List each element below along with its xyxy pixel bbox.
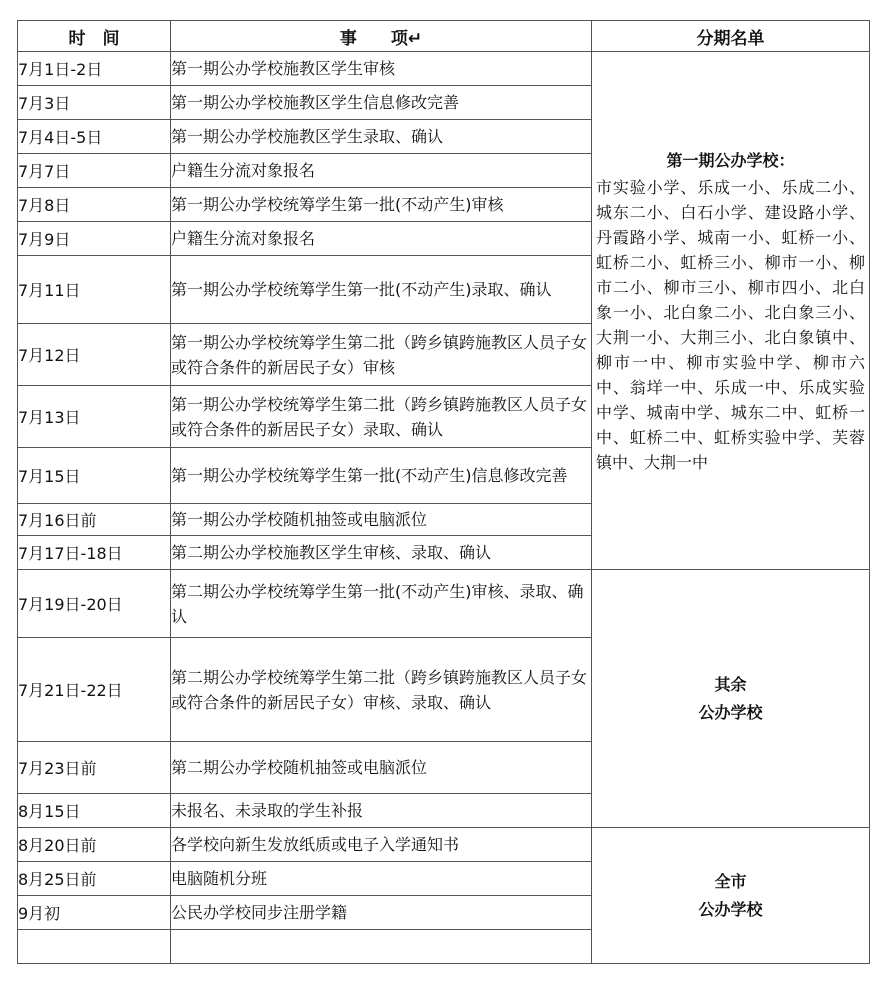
row-item: 第一期公办学校统筹学生第一批(不动产生)信息修改完善	[171, 448, 592, 504]
group-all-line1: 全市	[714, 871, 747, 891]
row-item: 第一期公办学校统筹学生第一批(不动产生)录取、确认	[171, 256, 592, 324]
row-date: 8月15日	[18, 794, 171, 828]
row-date: 7月16日前	[18, 504, 171, 536]
row-item: 第一期公办学校统筹学生第二批（跨乡镇跨施教区人员子女或符合条件的新居民子女）审核	[171, 324, 592, 386]
row-item: 第二期公办学校统筹学生第二批（跨乡镇跨施教区人员子女或符合条件的新居民子女）审核、录取、确认	[171, 638, 592, 742]
group-phase1-title: 第一期公办学校：	[666, 150, 795, 170]
row-date: 8月25日前	[18, 862, 171, 896]
row-item: 户籍生分流对象报名	[171, 222, 592, 256]
row-date: 7月21日-22日	[18, 638, 171, 742]
row-date: 7月1日-2日	[18, 52, 171, 86]
schedule-table	[17, 20, 870, 964]
row-date: 7月15日	[18, 448, 171, 504]
row-item: 电脑随机分班	[171, 862, 592, 896]
row-item: 第一期公办学校统筹学生第一批(不动产生)审核	[171, 188, 592, 222]
row-date: 7月3日	[18, 86, 171, 120]
group-all-line2: 公办学校	[698, 899, 763, 919]
row-date: 7月19日-20日	[18, 570, 171, 638]
header-group: 分期名单	[592, 21, 870, 52]
row-item: 第二期公办学校随机抽签或电脑派位	[171, 742, 592, 794]
row-date: 8月20日前	[18, 828, 171, 862]
row-date: 7月13日	[18, 386, 171, 448]
row-date: 7月4日-5日	[18, 120, 171, 154]
row-item: 第二期公办学校施教区学生审核、录取、确认	[171, 536, 592, 570]
row-date: 7月9日	[18, 222, 171, 256]
row-item: 各学校向新生发放纸质或电子入学通知书	[171, 828, 592, 862]
row-item: 第二期公办学校统筹学生第一批(不动产生)审核、录取、确认	[171, 570, 592, 638]
group-phase2-line2: 公办学校	[698, 702, 763, 722]
table-row	[18, 52, 870, 86]
row-date	[18, 930, 171, 964]
header-row	[18, 21, 870, 52]
header-item: 事 项↵	[171, 21, 592, 52]
row-item: 第一期公办学校施教区学生录取、确认	[171, 120, 592, 154]
row-date: 9月初	[18, 896, 171, 930]
row-item: 第一期公办学校统筹学生第二批（跨乡镇跨施教区人员子女或符合条件的新居民子女）录取、确认	[171, 386, 592, 448]
group-phase2	[592, 570, 870, 828]
row-item: 第一期公办学校随机抽签或电脑派位	[171, 504, 592, 536]
group-phase1	[592, 52, 870, 570]
group-phase2-line1: 其余	[714, 674, 747, 694]
row-date: 7月11日	[18, 256, 171, 324]
row-item: 第一期公办学校施教区学生审核	[171, 52, 592, 86]
group-phase1-schools: 市实验小学、乐成一小、乐成二小、城东二小、白石小学、建设路小学、丹霞路小学、城南一小、虹桥一小、虹桥二小、虹桥三小、柳市一小、柳市二小、柳市三小、柳市四小、北白象一小、北白象二小、北白象三小、大荆一小、大荆三小、北白象镇中、柳市一中、柳市实验中学、柳市六中、翁垟一中、乐成一中、乐成实验中学、城南中学、城东二中、虹桥一中、虹桥二中、虹桥实验中学、芙蓉镇中、大荆一中	[596, 177, 865, 472]
row-date: 7月8日	[18, 188, 171, 222]
row-item: 公民办学校同步注册学籍	[171, 896, 592, 930]
row-item: 户籍生分流对象报名	[171, 154, 592, 188]
row-date: 7月7日	[18, 154, 171, 188]
row-item: 未报名、未录取的学生补报	[171, 794, 592, 828]
row-date: 7月23日前	[18, 742, 171, 794]
header-time: 时 间	[18, 21, 171, 52]
row-date: 7月12日	[18, 324, 171, 386]
row-item: 第一期公办学校施教区学生信息修改完善	[171, 86, 592, 120]
table-row	[18, 828, 870, 862]
row-date: 7月17日-18日	[18, 536, 171, 570]
group-all	[592, 828, 870, 964]
table-row	[18, 570, 870, 638]
row-item	[171, 930, 592, 964]
